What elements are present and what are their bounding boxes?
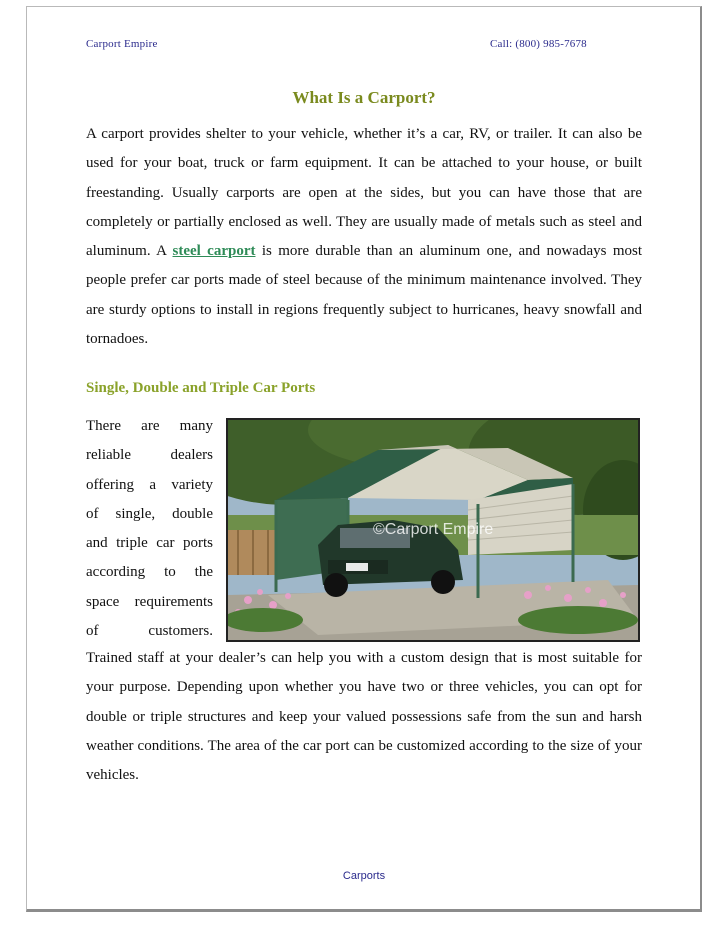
section-heading: Single, Double and Triple Car Ports [86, 380, 316, 396]
header-phone: Call: (800) 985-7678 [490, 38, 587, 50]
page-title: What Is a Carport? [292, 88, 436, 107]
carport-photo [226, 418, 640, 642]
intro-text-1: A carport provides shelter to your vehicle, whether it’s a car, RV, or trailer. It can also be used for your boat, truck or farm equipment. It can be attached to your house, or built freestanding. Usually carports are open at the sides, but you can have those that are completely or partially enclosed as well. They are usually made of metals such as steel and aluminum. A [86, 126, 642, 260]
photo-watermark: ©Carport Empire [373, 521, 494, 538]
wrapped-line: reliable dealers [86, 447, 213, 464]
intro-text-2: is more durable than an aluminum one, and nowadays most people prefer car ports made of steel because of the minimum maintenance involved. They are sturdy options to install in regions frequently subject to hurricanes, heavy snowfall and tornadoes. [86, 243, 642, 348]
wrapped-line: according to the [86, 564, 213, 581]
wrapped-line: offering a variety [86, 476, 213, 493]
intro-paragraph [86, 120, 642, 354]
section-paragraph: Trained staff at your dealer’s can help you with a custom design that is most suitable for your purpose. Depending upon whether you have two or three vehicles, you can opt for double or triple structures and keep your valued possessions safe from the sun and harsh weather conditions. The area of the car port can be customized according to the size of your vehicles. [86, 650, 642, 784]
wrapped-line: space requirements [86, 593, 213, 610]
wrapped-line: There are many [86, 418, 213, 434]
wrapped-line: and triple car ports [86, 535, 213, 552]
wrapped-line: of single, double [86, 505, 213, 522]
wrapped-line: of customers. [86, 623, 213, 640]
wrapped-text [86, 412, 213, 646]
page-footer: Carports [342, 870, 386, 882]
header-company: Carport Empire [86, 38, 158, 50]
steel-carport-link[interactable]: steel carport [172, 243, 256, 260]
